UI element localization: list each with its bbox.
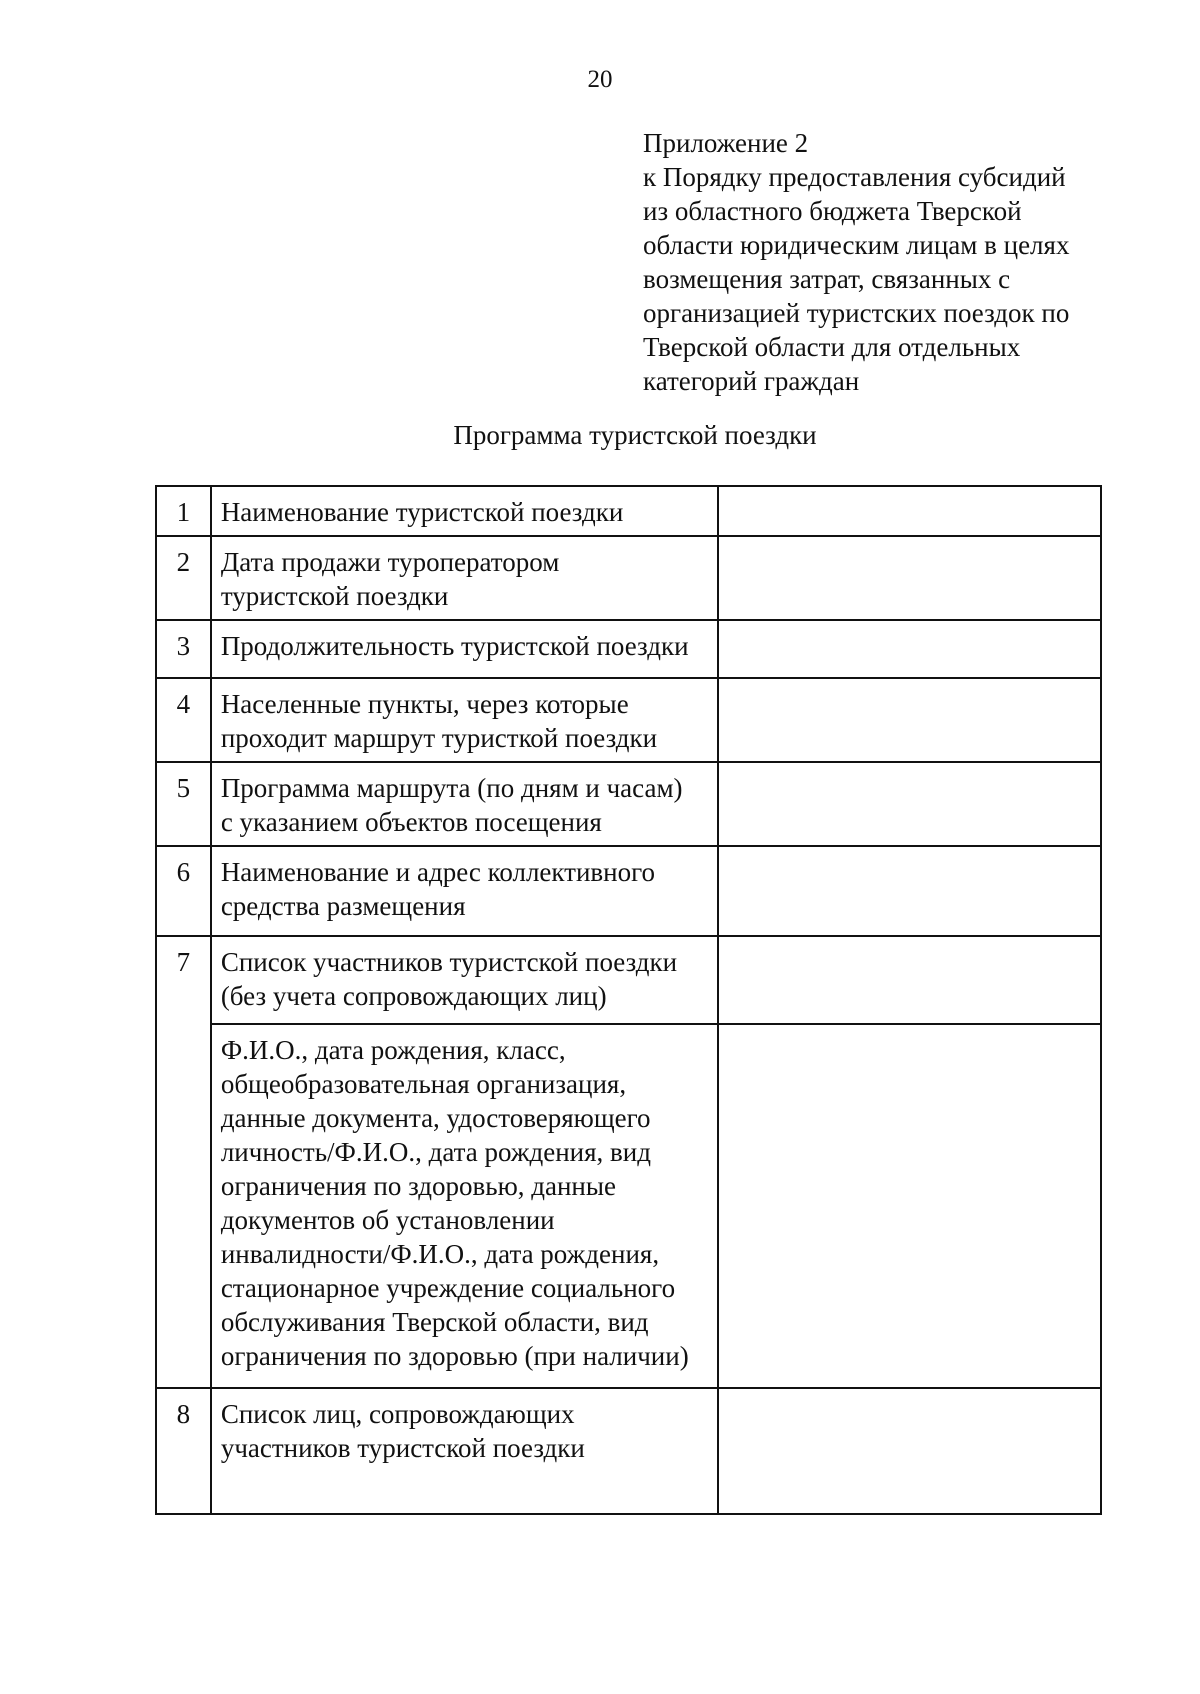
row-number: 5 xyxy=(156,762,211,846)
program-table xyxy=(155,485,1102,1515)
row-label-line: ограничения по здоровью, данные xyxy=(220,1171,616,1201)
row-value-field[interactable] xyxy=(718,486,1101,536)
row-label xyxy=(211,678,718,762)
row-label-line: ограничения по здоровью (при наличии) xyxy=(220,1341,689,1371)
row-label xyxy=(211,762,718,846)
table-row xyxy=(156,620,1101,678)
appendix-line: Тверской области для отдельных xyxy=(643,332,1021,362)
row-label-line: участников туристской поездки xyxy=(220,1433,585,1463)
row-value-field[interactable] xyxy=(718,762,1101,846)
row-label-line: документов об установлении xyxy=(220,1205,555,1235)
row-label xyxy=(211,1388,718,1514)
row-number: 2 xyxy=(156,536,211,620)
row-label-line: личность/Ф.И.О., дата рождения, вид xyxy=(220,1137,651,1167)
table-row xyxy=(156,1024,1101,1388)
row-label xyxy=(211,536,718,620)
row-value-field[interactable] xyxy=(718,620,1101,678)
row-number: 6 xyxy=(156,846,211,936)
row-value-field[interactable] xyxy=(718,846,1101,936)
row-number: 4 xyxy=(156,678,211,762)
row-label-line: Дата продажи туроператором xyxy=(220,547,560,577)
table-row xyxy=(156,762,1101,846)
row-value-field[interactable] xyxy=(718,536,1101,620)
row-label-line: проходит маршрут туристкой поездки xyxy=(220,723,658,753)
row-number: 3 xyxy=(156,620,211,678)
row-label xyxy=(211,1024,718,1388)
page-number: 20 xyxy=(587,66,613,93)
row-label-line: Список участников туристской поездки xyxy=(220,947,678,977)
row-label-line: Список лиц, сопровождающих xyxy=(220,1399,575,1429)
row-number xyxy=(156,1024,211,1388)
table-row xyxy=(156,846,1101,936)
row-label-line: Ф.И.О., дата рождения, класс, xyxy=(220,1035,566,1065)
row-number: 8 xyxy=(156,1388,211,1514)
row-number: 7 xyxy=(156,936,211,1024)
row-label-line: (без учета сопровождающих лиц) xyxy=(220,981,607,1011)
row-value-field[interactable] xyxy=(718,1024,1101,1388)
row-label-line: Наименование и адрес коллективного xyxy=(220,857,656,887)
table-row xyxy=(156,1388,1101,1514)
row-number: 1 xyxy=(156,486,211,536)
appendix-line: организацией туристских поездок по xyxy=(643,298,1070,328)
row-label-line: с указанием объектов посещения xyxy=(220,807,602,837)
row-label-line: общеобразовательная организация, xyxy=(220,1069,627,1099)
row-label-line: инвалидности/Ф.И.О., дата рождения, xyxy=(220,1239,660,1269)
row-label xyxy=(211,620,718,678)
row-label xyxy=(211,936,718,1024)
row-label-line: стационарное учреждение социального xyxy=(220,1273,676,1303)
table-row xyxy=(156,936,1101,1024)
row-value-field[interactable] xyxy=(718,1388,1101,1514)
row-label-line: данные документа, удостоверяющего xyxy=(220,1103,651,1133)
row-label-line: туристской поездки xyxy=(220,581,449,611)
row-label-line: Наименование туристской поездки xyxy=(220,497,624,527)
row-label-line: обслуживания Тверской области, вид xyxy=(220,1307,649,1337)
row-label-line: Продолжительность туристской поездки xyxy=(220,631,689,661)
appendix-header xyxy=(643,126,1123,398)
row-label-line: Программа маршрута (по дням и часам) xyxy=(220,773,683,803)
row-label xyxy=(211,486,718,536)
row-value-field[interactable] xyxy=(718,678,1101,762)
appendix-line: Приложение 2 xyxy=(643,128,809,158)
row-label-line: средства размещения xyxy=(220,891,466,921)
row-value-field[interactable] xyxy=(718,936,1101,1024)
table-row xyxy=(156,678,1101,762)
appendix-line: возмещения затрат, связанных с xyxy=(643,264,1011,294)
appendix-line: к Порядку предоставления субсидий xyxy=(643,162,1066,192)
table-row xyxy=(156,486,1101,536)
appendix-line: из областного бюджета Тверской xyxy=(643,196,1022,226)
table-row xyxy=(156,536,1101,620)
appendix-line: категорий граждан xyxy=(643,366,860,396)
document-title: Программа туристской поездки xyxy=(453,420,817,450)
row-label-line: Населенные пункты, через которые xyxy=(220,689,629,719)
row-label xyxy=(211,846,718,936)
appendix-line: области юридическим лицам в целях xyxy=(643,230,1070,260)
